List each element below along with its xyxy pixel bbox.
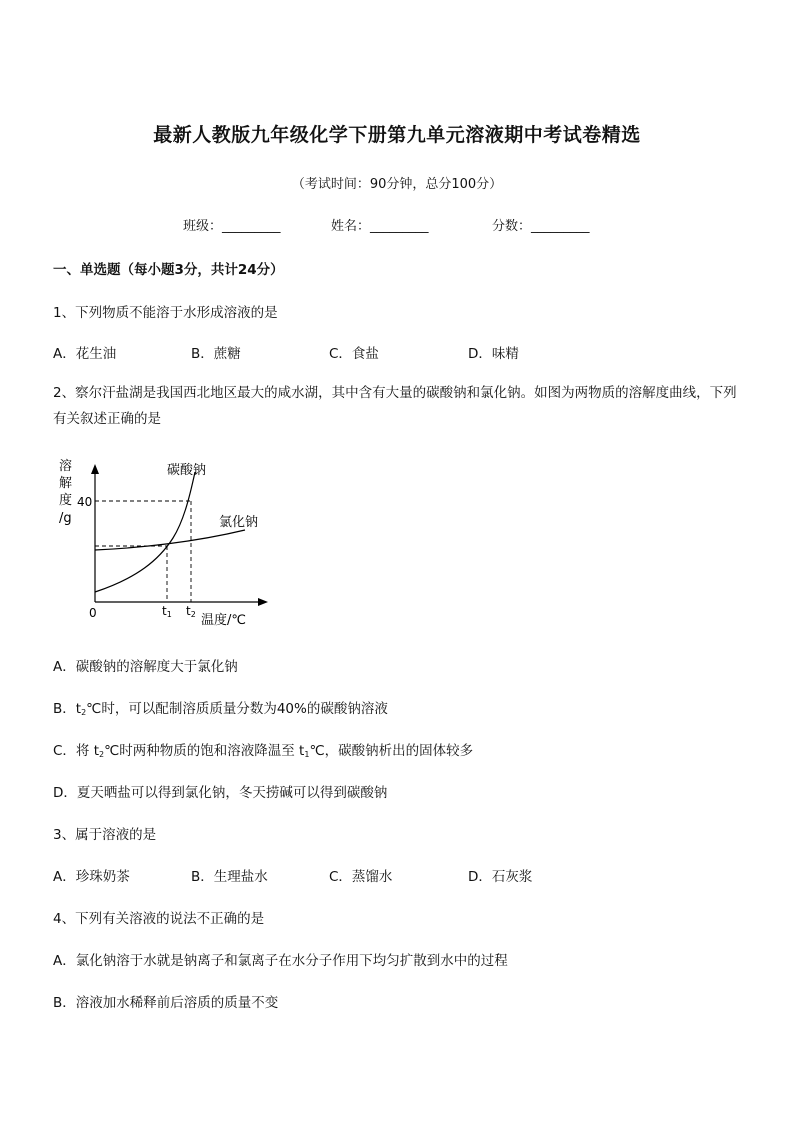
t2-label: t2 bbox=[186, 604, 196, 619]
sodium-chloride-curve bbox=[95, 530, 245, 550]
y-axis-arrow bbox=[91, 464, 99, 474]
sodium-carbonate-curve bbox=[95, 472, 195, 592]
q1-option-d[interactable]: D．味精 bbox=[468, 346, 519, 362]
q4-option-b[interactable]: B．溶液加水稀释前后溶质的质量不变 bbox=[53, 995, 279, 1011]
section-heading: 一、单选题（每小题3分，共计24分） bbox=[53, 262, 284, 278]
question-1-stem: 1、下列物质不能溶于水形成溶液的是 bbox=[53, 305, 278, 321]
name-field[interactable]: 姓名：_________ bbox=[331, 219, 429, 234]
class-field[interactable]: 班级：_________ bbox=[183, 219, 281, 234]
page-title: 最新人教版九年级化学下册第九单元溶液期中考试卷精选 bbox=[153, 124, 641, 146]
score-field[interactable]: 分数：_________ bbox=[492, 219, 590, 234]
q1-option-c[interactable]: C．食盐 bbox=[329, 346, 379, 362]
y-tick-40: 40 bbox=[77, 495, 93, 509]
y-label-4: /g bbox=[59, 511, 72, 526]
q4-option-a[interactable]: A．氯化钠溶于水就是钠离子和氯离子在水分子作用下均匀扩散到水中的过程 bbox=[53, 953, 508, 969]
x-axis-label: 温度/℃ bbox=[201, 613, 246, 628]
solubility-curve-figure bbox=[55, 450, 280, 635]
y-label-3: 度 bbox=[59, 493, 73, 508]
y-label-2: 解 bbox=[59, 476, 73, 491]
q2-option-d[interactable]: D．夏天晒盐可以得到氯化钠，冬天捞碱可以得到碳酸钠 bbox=[53, 785, 388, 801]
q3-option-a[interactable]: A．珍珠奶茶 bbox=[53, 869, 130, 885]
exam-info: （考试时间：90分钟，总分100分） bbox=[291, 177, 503, 192]
y-label-1: 溶 bbox=[59, 459, 73, 474]
curve1-label: 碳酸钠 bbox=[167, 463, 207, 478]
q2-option-c[interactable]: C．将 $t_2℃$时两种物质的饱和溶液降温至 $t_1℃$，碳酸钠析出的固体较多 bbox=[53, 743, 474, 759]
origin-label: 0 bbox=[89, 606, 97, 620]
x-axis-arrow bbox=[258, 598, 268, 606]
t1-label: t1 bbox=[162, 604, 172, 619]
q2-option-b[interactable]: B．$t_2℃$时，可以配制溶质质量分数为40%的碳酸钠溶液 bbox=[53, 701, 388, 717]
curve2-label: 氯化钠 bbox=[219, 515, 259, 530]
question-4-stem: 4、下列有关溶液的说法不正确的是 bbox=[53, 911, 265, 927]
question-3-stem: 3、属于溶液的是 bbox=[53, 827, 157, 843]
q2-option-a[interactable]: A．碳酸钠的溶解度大于氯化钠 bbox=[53, 659, 238, 675]
q1-option-b[interactable]: B．蔗糖 bbox=[191, 346, 241, 362]
q3-option-d[interactable]: D．石灰浆 bbox=[468, 869, 533, 885]
q1-option-a[interactable]: A．花生油 bbox=[53, 346, 117, 362]
q3-option-c[interactable]: C．蒸馏水 bbox=[329, 869, 393, 885]
question-2-stem: 2、察尔汗盐湖是我国西北地区最大的咸水湖，其中含有大量的碳酸钠和氯化钠。如图为两物质的溶解度曲线，下列有关叙述正确的是 bbox=[53, 385, 737, 427]
q3-option-b[interactable]: B．生理盐水 bbox=[191, 869, 268, 885]
